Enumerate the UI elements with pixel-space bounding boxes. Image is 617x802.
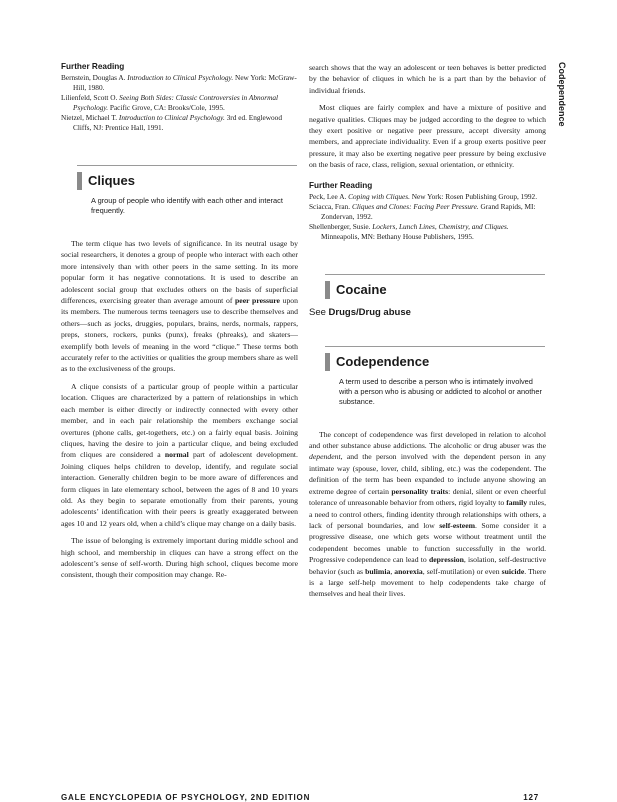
body-paragraph: The term clique has two levels of significance. In its neutral usage by social researchers, it denotes a group of people who interact with each other more intensively than with other peers in the same setting. In its more popular form it has negative connotations. It is used to describe an adolescent social group that excludes others on the basis of superficial differences, exercising greater than average amount of peer pressure upon its members. The numerous terms teenagers use to describe themselves and others—such as jocks, druggies, populars, brains, nerds, normals, rappers, preps, stoners, rockers, punks (punx), freaks (phreaks), and skaters—exemplify both levels of meaning in the word “clique.” These terms both accurately refer to the activities or qualities the group members share as well as to the exclusiveness of the groups. (61, 239, 298, 374)
left-column (61, 62, 298, 581)
divider (325, 274, 545, 275)
body-paragraph: The issue of belonging is extremely important during middle school and high school, and membership in cliques can have a strong effect on the adolescent’s sense of self-worth. During high school, cliques become more consistent, though their composition may change. Re- (61, 536, 298, 580)
reference-item: Nietzel, Michael T. Introduction to Clinical Psychology. 3rd ed. Englewood Cliffs, NJ: Prentice Hall, 1991. (61, 113, 282, 132)
reference-item: Peck, Lee A. Coping with Cliques. New York: Rosen Publishing Group, 1992. (309, 191, 538, 201)
page-number: 127 (523, 793, 539, 802)
see-link[interactable]: Drugs/Drug abuse (328, 306, 411, 318)
right-column (309, 62, 546, 600)
body-paragraph: A clique consists of a particular group of people within a particular location. Cliques are characterized by a pattern of relationships in which each member is either directly or indirectly connected with every other member, and in each pair relationship the members exchange social overtures (phone calls, get-togethers, etc.) on a fairly equal basis. Joining cliques, having the desire to join a particular clique, and being excluded from cliques are considered a normal part of adolescent development. Joining cliques helps children to develop, identify, and regulate social interaction. Generally children begin to be more aware of differences and form cliques in late elementary school, between the ages of 8 and 10 years old. As they begin to separate emotionally from their parents, young adolescents’ identification with their peers is greatly exaggerated between ages 10 and 12 years old, when a child’s clique may change on a daily basis. (61, 381, 298, 528)
entry-header-codependence (309, 340, 546, 407)
body-paragraph: The concept of codependence was first developed in relation to alcohol and other substance abuse addictions. The alcoholic or drug abuser was the dependent, and the person involved with the dependent person in any intimate way (spouse, lover, child, sibling, etc.) was the codependent. The definition of the term has been expanded to include anyone showing an extreme degree of certain personality traits: denial, silent or even cheerful tolerance of unreasonable behavior from others, rigid loyalty to family rules, a need to control others, finding identity through relationships with others, a lack of personal boundaries, and low self-esteem. Some consider it a progressive disease, one which gets worse without treatment until the codependent becomes unable to function successfully in the world. Progressive codependence can lead to depression, isolation, self-destructive behavior (such as bulimia, anorexia, self-mutilation) or even suicide. There is a large self-help movement to help codependents take charge of themselves and heal their lives. (309, 429, 547, 599)
entry-header-cocaine (309, 268, 546, 318)
body-paragraph: search shows that the way an adolescent or teen behaves is better predicted by the behavior of cliques in which he is a part than by the behavior of individual friends. (309, 63, 546, 95)
side-tab-label: Codependence (557, 62, 567, 127)
book-title: GALE ENCYCLOPEDIA OF PSYCHOLOGY, 2ND EDITION (61, 793, 311, 802)
title-bar-mark (325, 281, 330, 299)
entry-title: Codependence (336, 353, 430, 369)
further-reading-heading: Further Reading (61, 62, 125, 71)
further-reading-heading: Further Reading (309, 180, 373, 190)
reference-item: Shellenberger, Susie. Lockers, Lunch Lines, Chemistry, and Cliques. Minneapolis, MN: Bethany House Publishers, 1995. (309, 221, 509, 241)
title-bar-mark (77, 172, 82, 190)
reference-item: Lilienfeld, Scott O. Seeing Both Sides: Classic Controversies in Abnormal Psychology. Pacific Grove, CA: Brooks/Cole, 1995. (61, 93, 279, 112)
body-paragraph: Most cliques are fairly complex and have a mixture of positive and negative qualities. Cliques may be judged according to the degree to which they exert positive or negative peer pressure, accept diversity among members, and appreciate individuality. Even if a group exerts positive peer pressure, it may also be exerting negative peer pressure by being exclusive on the basis of race, class, religion, sexual orientation, or ethnicity. (309, 103, 546, 170)
page-footer (61, 793, 539, 802)
entry-title: Cocaine (336, 281, 387, 297)
entry-definition: A term used to describe a person who is intimately involved with a person who is abusing or addicted to alcohol or another substance. (339, 376, 542, 406)
title-bar-mark (325, 353, 330, 371)
divider (325, 346, 545, 347)
see-reference: See Drugs/Drug abuse (309, 306, 411, 318)
entry-definition: A group of people who identify with each other and interact frequently. (91, 196, 283, 215)
divider (77, 165, 297, 166)
entry-title: Cliques (88, 173, 135, 188)
section-side-tab (553, 62, 571, 132)
entry-header-cliques (61, 159, 298, 216)
reference-item: Sciacca, Fran. Cliques and Clones: Facing Peer Pressure. Grand Rapids, MI: Zondervan, 1992. (309, 201, 536, 221)
reference-item: Bernstein, Douglas A. Introduction to Clinical Psychology. New York: McGraw-Hill, 1980. (61, 73, 297, 92)
